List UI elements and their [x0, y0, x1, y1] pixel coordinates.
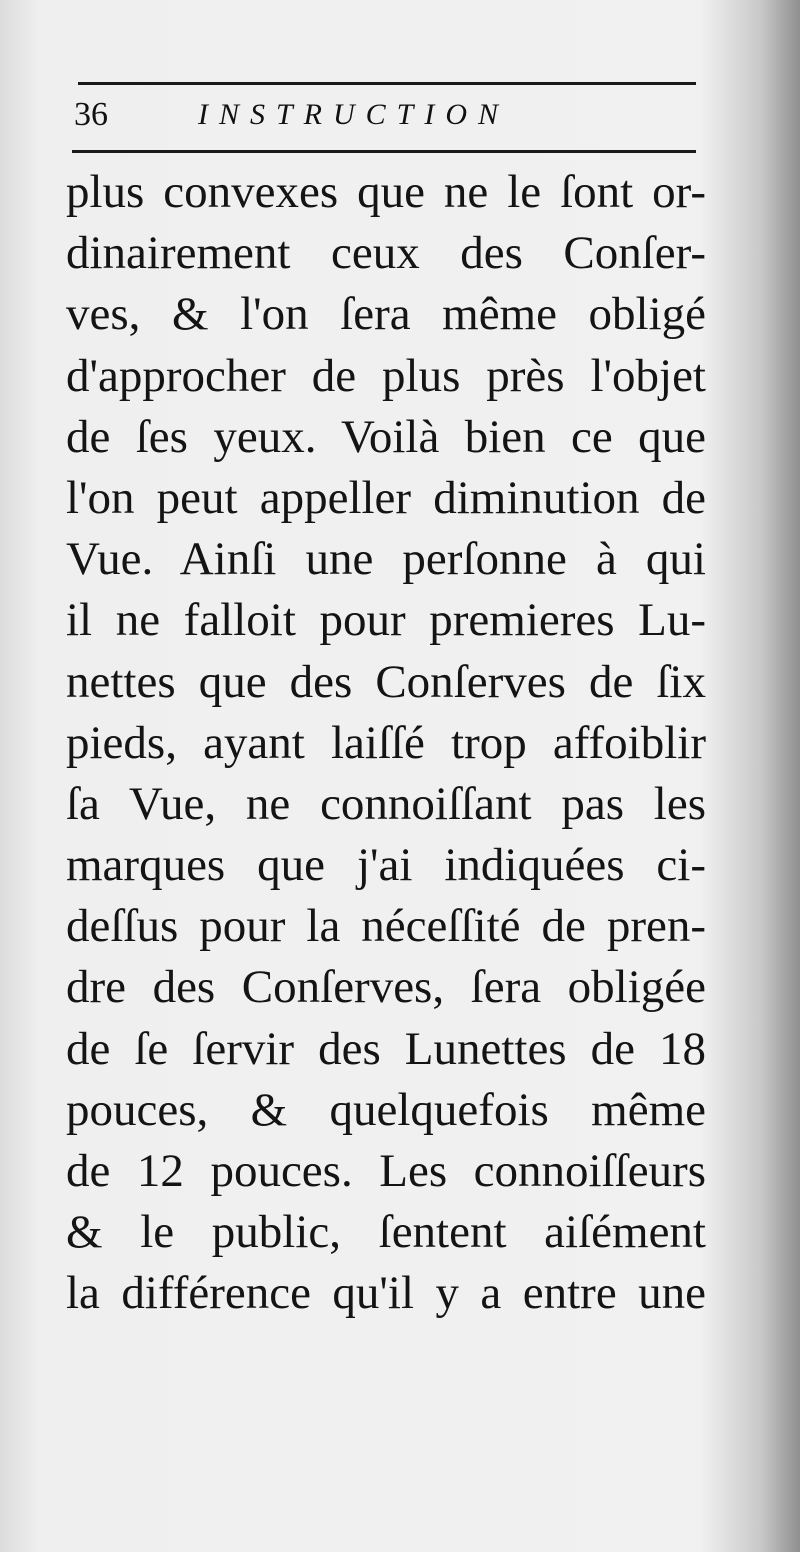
text-line: nettes que des Conſerves de ſix — [66, 655, 706, 708]
running-head: INSTRUCTION — [198, 98, 510, 131]
text-line: ſa Vue, ne connoiſſant pas les — [66, 777, 706, 830]
text-line: marques que j'ai indiquées ci- — [66, 839, 706, 892]
text-line: d'approcher de plus près l'objet — [66, 349, 706, 402]
text-line: de ſes yeux. Voilà bien ce que — [66, 410, 706, 463]
text-line: pieds, ayant laiſſé trop affoiblir — [66, 716, 706, 769]
text-line: de ſe ſervir des Lunettes de 18 — [66, 1022, 706, 1075]
text-line: ves, & l'on ſera même obligé — [66, 288, 706, 341]
body-text — [66, 162, 706, 1325]
text-line: la différence qu'il y a entre une — [66, 1267, 706, 1320]
page-number: 36 — [74, 96, 108, 133]
text-line: & le public, ſentent aiſément — [66, 1206, 706, 1259]
text-line: dre des Conſerves, ſera obligée — [66, 961, 706, 1014]
text-line: plus convexes que ne le ſont or- — [66, 166, 706, 218]
text-line: deſſus pour la néceſſité de pren- — [66, 900, 706, 953]
text-line: pouces, & quelquefois même — [66, 1083, 706, 1136]
text-line: dinairement ceux des Conſer- — [66, 227, 706, 280]
text-line: il ne falloit pour premieres Lu- — [66, 594, 706, 647]
text-line: l'on peut appeller diminution de — [66, 471, 706, 524]
text-line: de 12 pouces. Les connoiſſeurs — [66, 1145, 706, 1197]
text-line: Vue. Ainſi une perſonne à qui — [66, 533, 706, 586]
header-rule-bottom — [72, 150, 696, 153]
header-rule-top — [78, 82, 696, 85]
